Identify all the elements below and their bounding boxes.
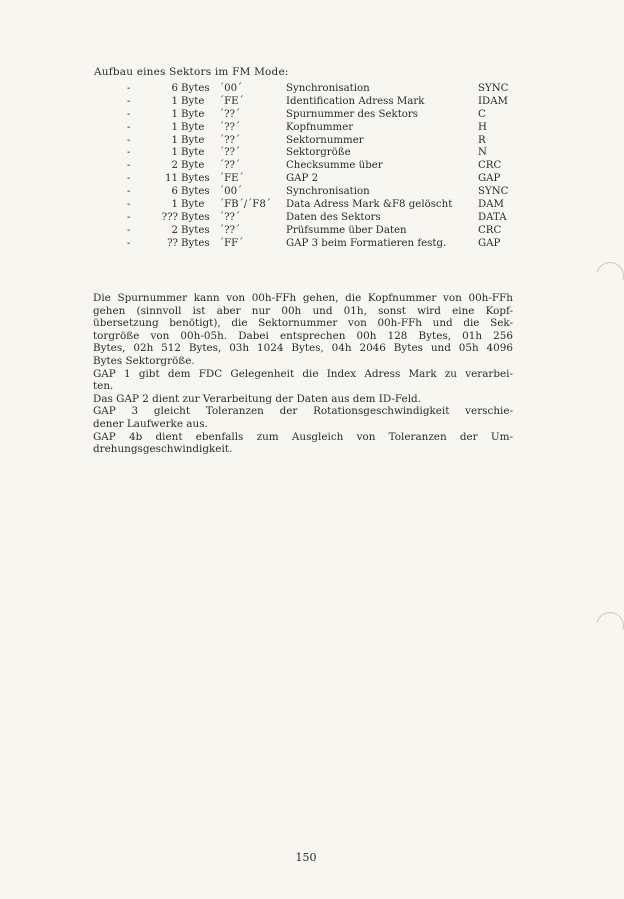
row-dash: -	[127, 160, 131, 172]
sector-field-row	[0, 160, 624, 173]
byte-value: ´??´	[219, 160, 241, 172]
row-dash: -	[127, 186, 131, 198]
byte-value: ´??´	[219, 224, 241, 236]
field-description: Spurnummer des Sektors	[286, 108, 419, 120]
byte-count: 2	[171, 160, 178, 172]
byte-unit: Byte	[181, 147, 205, 159]
field-abbreviation: GAP	[478, 237, 501, 249]
sector-field-row	[0, 109, 624, 122]
byte-count: 6	[171, 83, 178, 94]
byte-count: 6	[171, 186, 178, 198]
byte-unit: Byte	[181, 95, 205, 107]
paragraph-line: übersetzung benötigt), die Sektornummer von 00h-FFh und die Sek-	[93, 317, 513, 330]
byte-count: 2	[171, 224, 178, 236]
field-description: Data Adress Mark &F8 gelöscht	[286, 199, 453, 211]
field-description: Prüfsumme über Daten	[286, 224, 407, 236]
field-abbreviation: C	[478, 108, 486, 120]
row-dash: -	[127, 224, 131, 236]
byte-count: ??	[167, 237, 178, 249]
sector-field-row	[0, 199, 624, 212]
sector-field-row	[0, 122, 624, 135]
paragraph-line: torgröße von 00h-05h. Dabei entsprechen 00h 128 Bytes, 01h 256	[93, 329, 513, 342]
field-abbreviation: SYNC	[478, 186, 509, 198]
sector-field-row	[0, 135, 624, 148]
field-description: Checksumme über	[286, 160, 383, 172]
byte-value: ´FF´	[219, 237, 244, 249]
byte-unit: Bytes	[181, 211, 210, 223]
paragraph-line: dener Laufwerke aus.	[93, 417, 208, 430]
byte-value: ´FE´	[219, 173, 244, 185]
row-dash: -	[127, 211, 131, 223]
byte-count: 1	[171, 134, 178, 146]
sector-field-row	[0, 212, 624, 225]
row-dash: -	[127, 147, 131, 159]
field-abbreviation: N	[478, 147, 487, 159]
byte-unit: Bytes	[181, 83, 210, 94]
sector-field-row	[0, 83, 624, 96]
row-dash: -	[127, 237, 131, 249]
byte-count: 1	[171, 121, 178, 133]
field-abbreviation: R	[478, 134, 486, 146]
sector-field-row	[0, 225, 624, 238]
paragraph-line: gehen (sinnvoll ist aber nur 00h und 01h, sonst wird eine Kopf-	[93, 304, 513, 317]
byte-value: ´00´	[219, 83, 243, 94]
paragraph-line: Bytes Sektorgröße.	[93, 354, 195, 367]
sector-field-row	[0, 238, 624, 251]
field-description: Synchronisation	[286, 186, 370, 198]
paragraph-line: ten.	[93, 380, 114, 393]
page-number: 150	[295, 851, 317, 864]
paragraph-line: Bytes, 02h 512 Bytes, 03h 1024 Bytes, 04h 2046 Bytes und 05h 4096	[93, 342, 513, 355]
paragraph-line: Das GAP 2 dient zur Verarbeitung der Daten aus dem ID-Feld.	[93, 392, 421, 405]
field-abbreviation: DAM	[478, 199, 504, 211]
byte-value: ´FB´/´F8´	[219, 199, 271, 211]
field-abbreviation: DATA	[478, 211, 507, 223]
byte-count: ???	[161, 211, 178, 223]
sector-field-row	[0, 147, 624, 160]
paragraph-line: GAP 4b dient ebenfalls zum Ausgleich von Toleranzen der Um-	[93, 430, 513, 443]
field-abbreviation: H	[478, 121, 487, 133]
byte-count: 11	[165, 173, 178, 185]
byte-count: 1	[171, 147, 178, 159]
byte-unit: Byte	[181, 199, 205, 211]
row-dash: -	[127, 83, 131, 94]
field-description: Kopfnummer	[286, 121, 354, 133]
row-dash: -	[127, 199, 131, 211]
byte-value: ´00´	[219, 186, 243, 198]
byte-value: ´??´	[219, 211, 241, 223]
field-abbreviation: IDAM	[478, 95, 508, 107]
explanation-paragraph	[93, 292, 513, 456]
sector-field-row	[0, 96, 624, 109]
byte-count: 1	[171, 199, 178, 211]
punch-hole-mark	[591, 257, 624, 295]
field-description: GAP 2	[286, 173, 319, 185]
byte-unit: Bytes	[181, 224, 210, 236]
field-description: GAP 3 beim Formatieren festg.	[286, 237, 447, 249]
paragraph-line: Die Spurnummer kann von 00h-FFh gehen, die Kopfnummer von 00h-FFh	[93, 292, 513, 304]
byte-unit: Bytes	[181, 173, 210, 185]
row-dash: -	[127, 134, 131, 146]
field-abbreviation: GAP	[478, 173, 501, 185]
byte-unit: Bytes	[181, 237, 210, 249]
field-abbreviation: CRC	[478, 160, 502, 172]
byte-unit: Byte	[181, 160, 205, 172]
byte-count: 1	[171, 108, 178, 120]
field-description: Daten des Sektors	[286, 211, 381, 223]
row-dash: -	[127, 173, 131, 185]
row-dash: -	[127, 108, 131, 120]
sector-layout-table	[0, 83, 624, 251]
byte-value: ´FE´	[219, 95, 244, 107]
field-abbreviation: CRC	[478, 224, 502, 236]
field-description: Sektorgröße	[286, 147, 351, 159]
row-dash: -	[127, 95, 131, 107]
field-description: Sektornummer	[286, 134, 364, 146]
punch-hole-mark	[591, 607, 624, 645]
paragraph-line: GAP 3 gleicht Toleranzen der Rotationsgeschwindigkeit verschie-	[93, 405, 513, 418]
byte-count: 1	[171, 95, 178, 107]
field-description: Identification Adress Mark	[286, 95, 425, 107]
byte-value: ´??´	[219, 134, 241, 146]
paragraph-line: drehungsgeschwindigkeit.	[93, 443, 233, 456]
sector-field-row	[0, 173, 624, 186]
paragraph-line: GAP 1 gibt dem FDC Gelegenheit die Index Adress Mark zu verarbei-	[93, 367, 513, 380]
byte-value: ´??´	[219, 108, 241, 120]
field-description: Synchronisation	[286, 83, 370, 94]
byte-unit: Bytes	[181, 186, 210, 198]
sector-field-row	[0, 186, 624, 199]
field-abbreviation: SYNC	[478, 83, 509, 94]
byte-unit: Byte	[181, 108, 205, 120]
row-dash: -	[127, 121, 131, 133]
byte-unit: Byte	[181, 134, 205, 146]
byte-value: ´??´	[219, 121, 241, 133]
byte-value: ´??´	[219, 147, 241, 159]
section-heading: Aufbau eines Sektors im FM Mode:	[94, 66, 289, 78]
byte-unit: Byte	[181, 121, 205, 133]
